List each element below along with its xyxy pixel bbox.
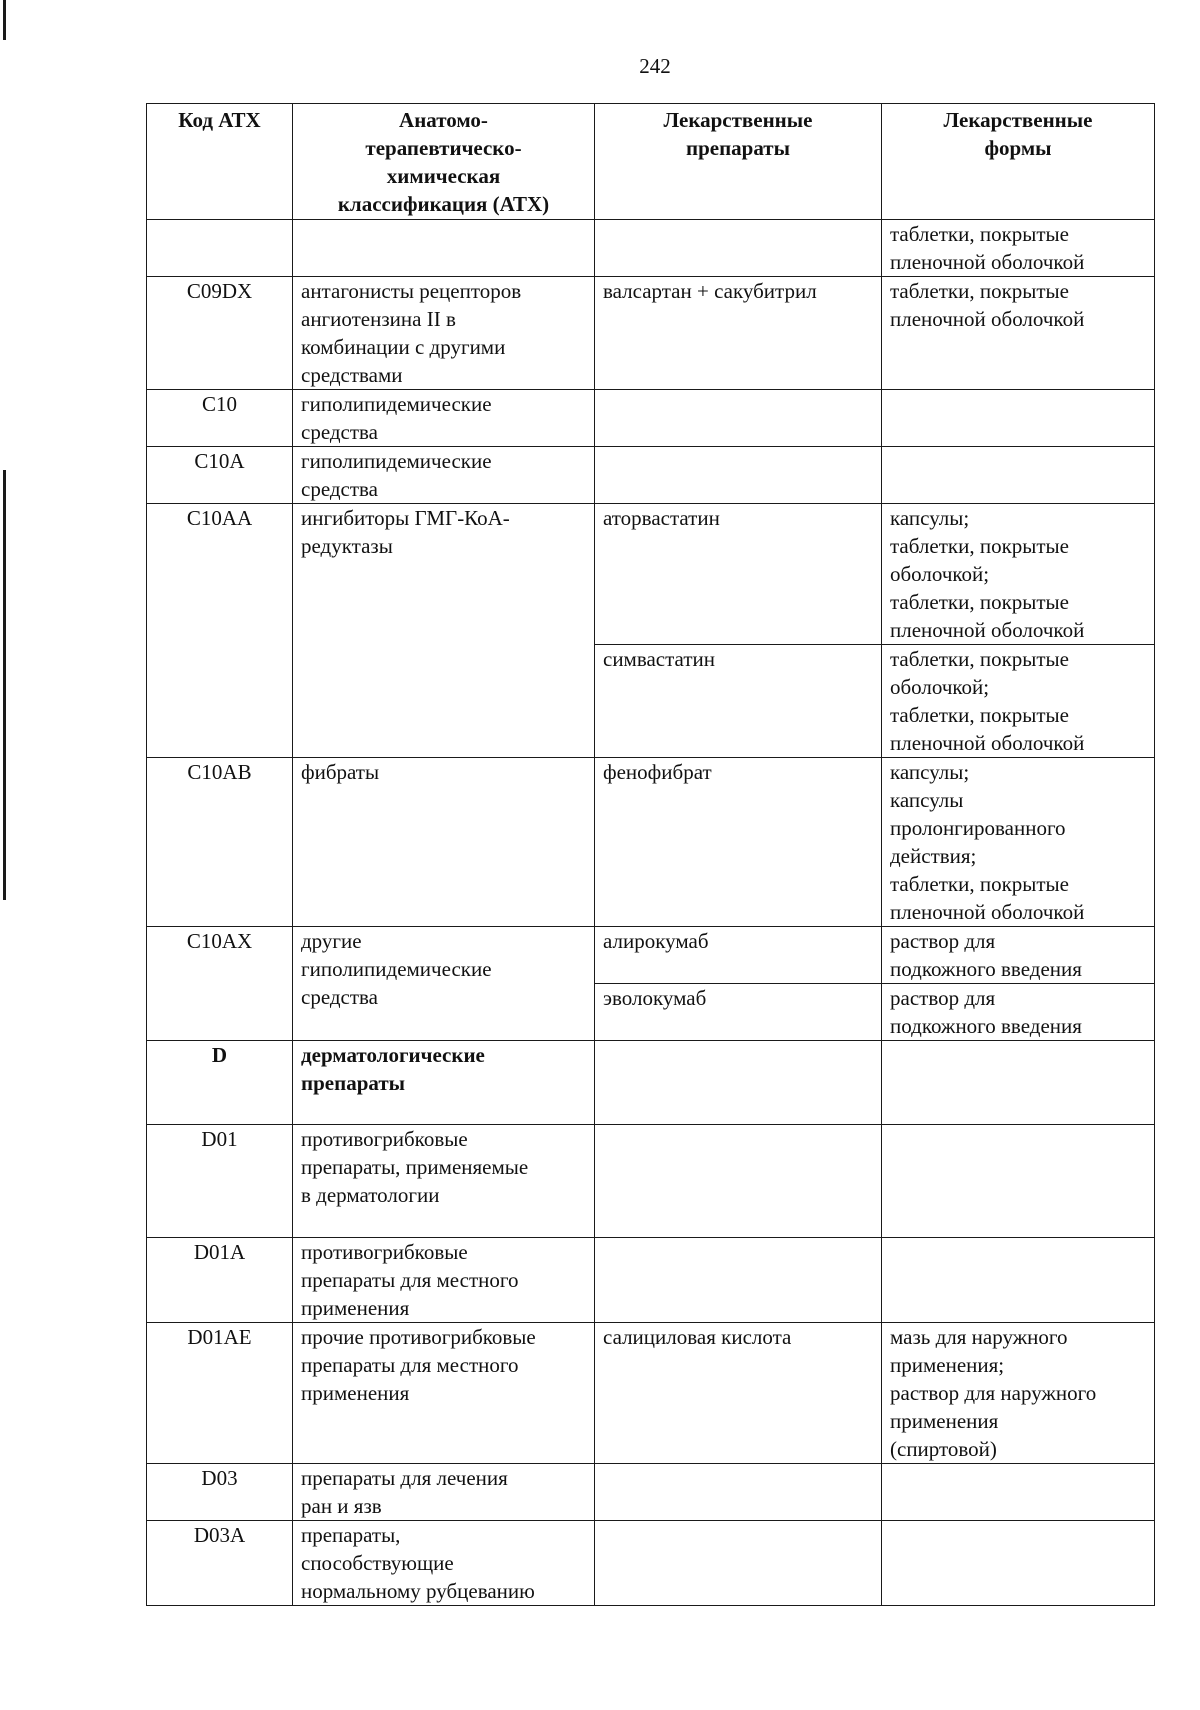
table-row	[147, 1125, 1155, 1238]
dosage-forms-cell	[882, 1041, 1155, 1125]
classification-cell: препараты, способствующие нормальному рубцеванию	[293, 1521, 595, 1606]
classification-cell: ингибиторы ГМГ-КоА- редуктазы	[293, 504, 595, 758]
dosage-forms-cell: раствор для подкожного введения	[882, 927, 1155, 984]
atc-code-cell: C10AX	[147, 927, 293, 1041]
table-row	[147, 220, 1155, 277]
drug-cell	[595, 1125, 882, 1238]
classification-cell: антагонисты рецепторов ангиотензина II в комбинации с другими средствами	[293, 277, 595, 390]
dosage-forms-cell	[882, 447, 1155, 504]
dosage-forms-cell: капсулы; капсулы пролонгированного действия; таблетки, покрытые пленочной оболочкой	[882, 758, 1155, 927]
drug-cell: эволокумаб	[595, 984, 882, 1041]
classification-cell: другие гиполипидемические средства	[293, 927, 595, 1041]
dosage-forms-cell: таблетки, покрытые пленочной оболочкой	[882, 220, 1155, 277]
header-forms: Лекарственные формы	[882, 104, 1155, 220]
scan-edge-mark	[3, 0, 6, 40]
atc-table	[146, 103, 1155, 1606]
scan-edge-mark	[3, 470, 6, 900]
classification-cell: фибраты	[293, 758, 595, 927]
classification-cell: прочие противогрибковые препараты для местного применения	[293, 1323, 595, 1464]
dosage-forms-cell: раствор для подкожного введения	[882, 984, 1155, 1041]
dosage-forms-cell: таблетки, покрытые оболочкой; таблетки, покрытые пленочной оболочкой	[882, 645, 1155, 758]
atc-code-cell: C10AA	[147, 504, 293, 758]
classification-cell: гиполипидемические средства	[293, 447, 595, 504]
header-code: Код АТХ	[147, 104, 293, 220]
drug-cell	[595, 1041, 882, 1125]
table-row	[147, 758, 1155, 927]
header-row	[147, 104, 1155, 220]
atc-code-cell: D03A	[147, 1521, 293, 1606]
table-row	[147, 390, 1155, 447]
atc-code-cell: D01AE	[147, 1323, 293, 1464]
dosage-forms-cell	[882, 390, 1155, 447]
classification-cell: противогрибковые препараты для местного применения	[293, 1238, 595, 1323]
drug-cell: фенофибрат	[595, 758, 882, 927]
atc-code-cell: C10	[147, 390, 293, 447]
atc-code-cell: C09DX	[147, 277, 293, 390]
dosage-forms-cell	[882, 1521, 1155, 1606]
dosage-forms-cell	[882, 1238, 1155, 1323]
table-row	[147, 927, 1155, 984]
classification-cell: дерматологические препараты	[293, 1041, 595, 1125]
header-classification: Анатомо- терапевтическо- химическая классификация (АТХ)	[293, 104, 595, 220]
table-row	[147, 1323, 1155, 1464]
table-row	[147, 1238, 1155, 1323]
header-drugs: Лекарственные препараты	[595, 104, 882, 220]
classification-cell: гиполипидемические средства	[293, 390, 595, 447]
classification-cell	[293, 220, 595, 277]
table-row	[147, 1521, 1155, 1606]
drug-cell	[595, 220, 882, 277]
atc-code-cell	[147, 220, 293, 277]
drug-cell	[595, 1464, 882, 1521]
drug-cell: симвастатин	[595, 645, 882, 758]
dosage-forms-cell	[882, 1464, 1155, 1521]
dosage-forms-cell: капсулы; таблетки, покрытые оболочкой; таблетки, покрытые пленочной оболочкой	[882, 504, 1155, 645]
drug-cell: валсартан + сакубитрил	[595, 277, 882, 390]
classification-cell: препараты для лечения ран и язв	[293, 1464, 595, 1521]
dosage-forms-cell	[882, 1125, 1155, 1238]
classification-cell: противогрибковые препараты, применяемые в дерматологии	[293, 1125, 595, 1238]
atc-code-cell: D03	[147, 1464, 293, 1521]
drug-cell	[595, 390, 882, 447]
atc-code-cell: D01	[147, 1125, 293, 1238]
drug-cell	[595, 447, 882, 504]
page-number: 242	[639, 54, 671, 78]
table-row	[147, 1464, 1155, 1521]
drug-cell: алирокумаб	[595, 927, 882, 984]
drug-cell: аторвастатин	[595, 504, 882, 645]
table-row	[147, 277, 1155, 390]
table-row	[147, 447, 1155, 504]
atc-code-cell: D	[147, 1041, 293, 1125]
table-row	[147, 1041, 1155, 1125]
dosage-forms-cell: таблетки, покрытые пленочной оболочкой	[882, 277, 1155, 390]
table-row	[147, 504, 1155, 645]
drug-cell	[595, 1521, 882, 1606]
drug-cell: салициловая кислота	[595, 1323, 882, 1464]
atc-code-cell: D01A	[147, 1238, 293, 1323]
dosage-forms-cell: мазь для наружного применения; раствор для наружного применения (спиртовой)	[882, 1323, 1155, 1464]
atc-code-cell: C10AB	[147, 758, 293, 927]
drug-cell	[595, 1238, 882, 1323]
atc-code-cell: C10A	[147, 447, 293, 504]
